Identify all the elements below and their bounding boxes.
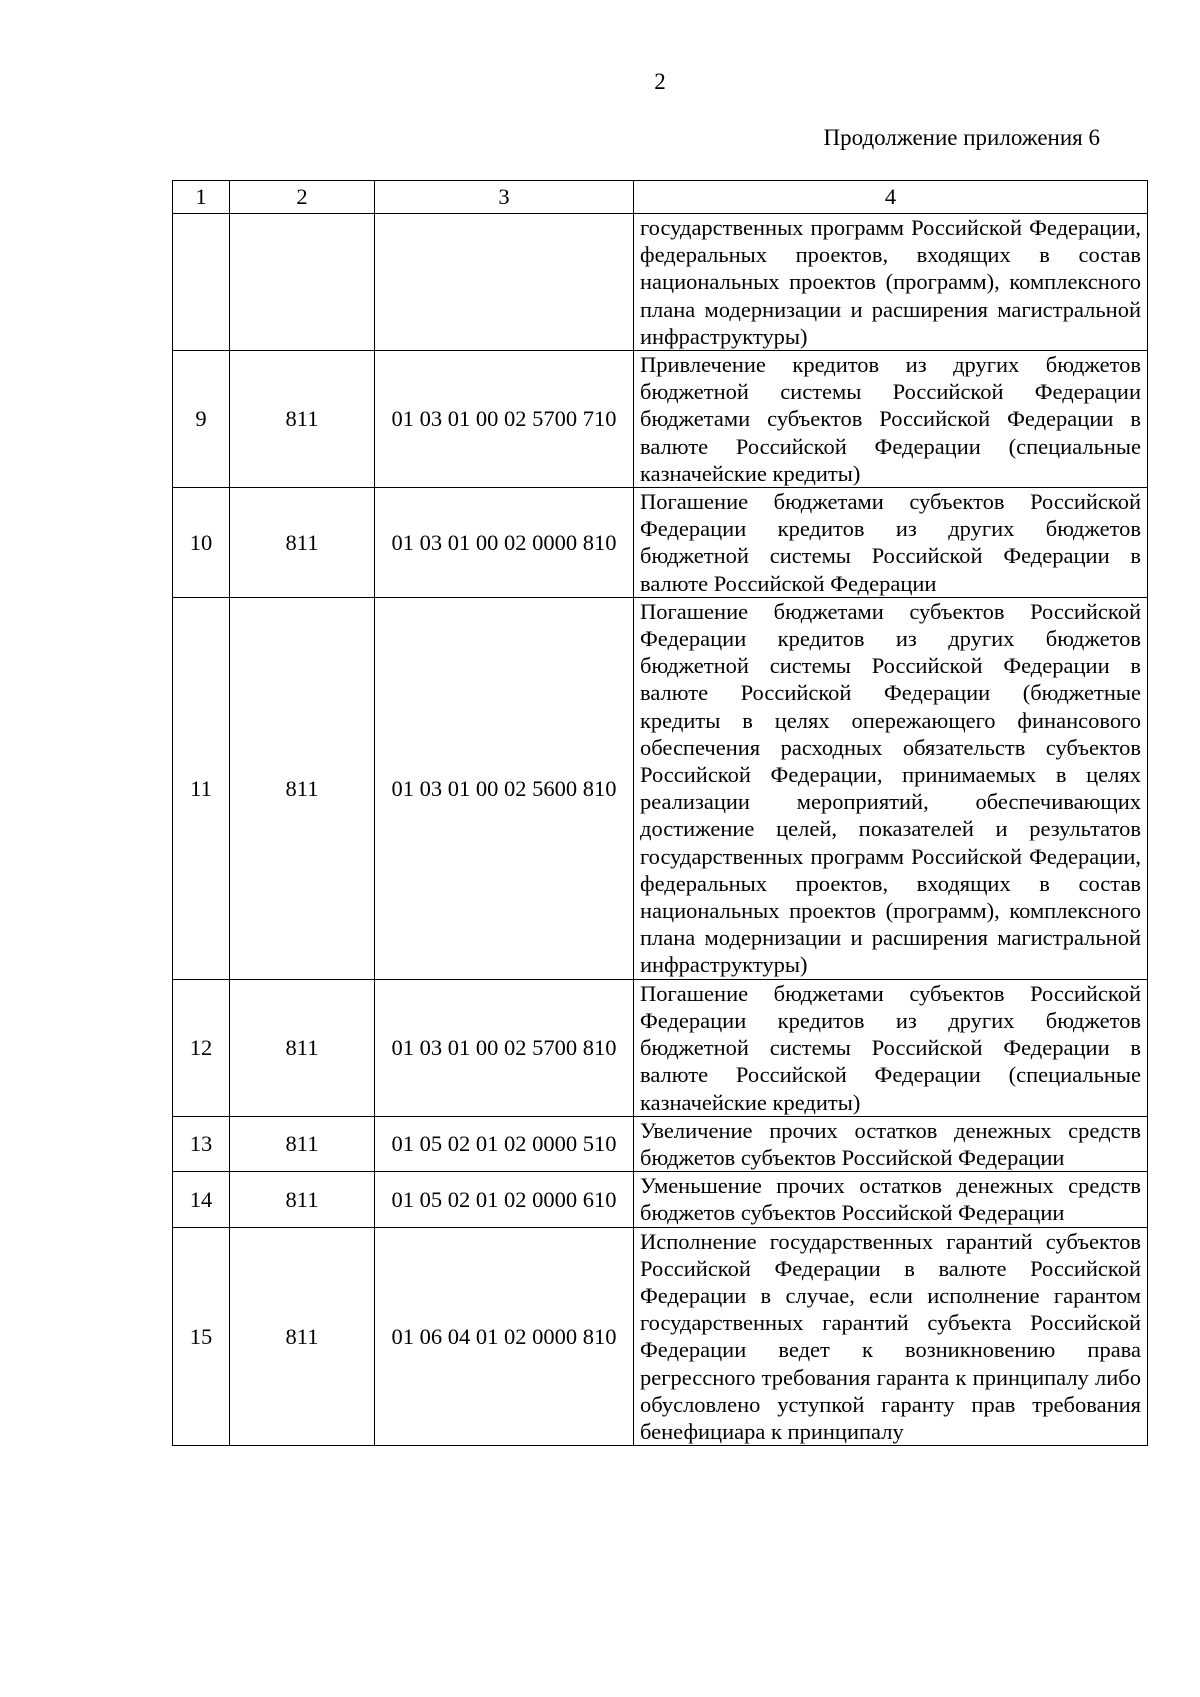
admin-code: 811 xyxy=(230,597,375,979)
admin-code: 811 xyxy=(230,351,375,488)
table-row xyxy=(173,214,1148,351)
budget-code: 01 03 01 00 02 5600 810 xyxy=(375,597,634,979)
row-number: 12 xyxy=(173,979,230,1116)
admin-code: 811 xyxy=(230,1227,375,1446)
admin-code: 811 xyxy=(230,488,375,598)
table-header-row xyxy=(173,181,1148,214)
table-row xyxy=(173,597,1148,979)
table-row xyxy=(173,979,1148,1116)
column-header-3: 3 xyxy=(375,181,634,214)
column-header-1: 1 xyxy=(173,181,230,214)
table-row xyxy=(173,488,1148,598)
table-row xyxy=(173,1116,1148,1171)
budget-code: 01 03 01 00 02 5700 710 xyxy=(375,351,634,488)
column-header-2: 2 xyxy=(230,181,375,214)
description: Привлечение кредитов из других бюджетов бюджетной системы Российской Федерации бюджетами субъектов Российской Федерации в валюте Российской Федерации (специальные казначейские кредиты) xyxy=(634,351,1148,488)
column-header-4: 4 xyxy=(634,181,1148,214)
row-number: 9 xyxy=(173,351,230,488)
budget-code xyxy=(375,214,634,351)
description: Увеличение прочих остатков денежных средств бюджетов субъектов Российской Федерации xyxy=(634,1116,1148,1171)
budget-code: 01 05 02 01 02 0000 510 xyxy=(375,1116,634,1171)
description: государственных программ Российской Федерации, федеральных проектов, входящих в состав национальных проектов (программ), комплексного плана модернизации и расширения магистральной инфраструктуры) xyxy=(634,214,1148,351)
appendix-table xyxy=(172,180,1148,1446)
description: Исполнение государственных гарантий субъектов Российской Федерации в валюте Российской Федерации в случае, если исполнение гарантом государственных гарантий субъекта Российской Федерации ведет к возникновению права регрессного требования гаранта к принципалу либо обусловлено уступкой гаранту прав требования бенефициара к принципалу xyxy=(634,1227,1148,1446)
row-number: 13 xyxy=(173,1116,230,1171)
table-row xyxy=(173,1227,1148,1446)
admin-code: 811 xyxy=(230,1172,375,1227)
row-number: 14 xyxy=(173,1172,230,1227)
description: Уменьшение прочих остатков денежных средств бюджетов субъектов Российской Федерации xyxy=(634,1172,1148,1227)
description: Погашение бюджетами субъектов Российской Федерации кредитов из других бюджетов бюджетной системы Российской Федерации в валюте Российской Федерации xyxy=(634,488,1148,598)
admin-code xyxy=(230,214,375,351)
budget-code: 01 03 01 00 02 5700 810 xyxy=(375,979,634,1116)
table-row xyxy=(173,1172,1148,1227)
budget-code: 01 03 01 00 02 0000 810 xyxy=(375,488,634,598)
admin-code: 811 xyxy=(230,979,375,1116)
description: Погашение бюджетами субъектов Российской Федерации кредитов из других бюджетов бюджетной системы Российской Федерации в валюте Российской Федерации (бюджетные кредиты в целях опережающего финансового обеспечения расходных обязательств субъектов Российской Федерации, принимаемых в целях реализации мероприятий, обеспечивающих достижение целей, показателей и результатов государственных программ Российской Федерации, федеральных проектов, входящих в состав национальных проектов (программ), комплексного плана модернизации и расширения магистральной инфраструктуры) xyxy=(634,597,1148,979)
budget-code: 01 06 04 01 02 0000 810 xyxy=(375,1227,634,1446)
row-number: 15 xyxy=(173,1227,230,1446)
page-number: 2 xyxy=(654,69,666,94)
table-row xyxy=(173,351,1148,488)
admin-code: 811 xyxy=(230,1116,375,1171)
row-number xyxy=(173,214,230,351)
row-number: 10 xyxy=(173,488,230,598)
description: Погашение бюджетами субъектов Российской Федерации кредитов из других бюджетов бюджетной системы Российской Федерации в валюте Российской Федерации (специальные казначейские кредиты) xyxy=(634,979,1148,1116)
budget-code: 01 05 02 01 02 0000 610 xyxy=(375,1172,634,1227)
continuation-label: Продолжение приложения 6 xyxy=(823,125,1100,150)
row-number: 11 xyxy=(173,597,230,979)
